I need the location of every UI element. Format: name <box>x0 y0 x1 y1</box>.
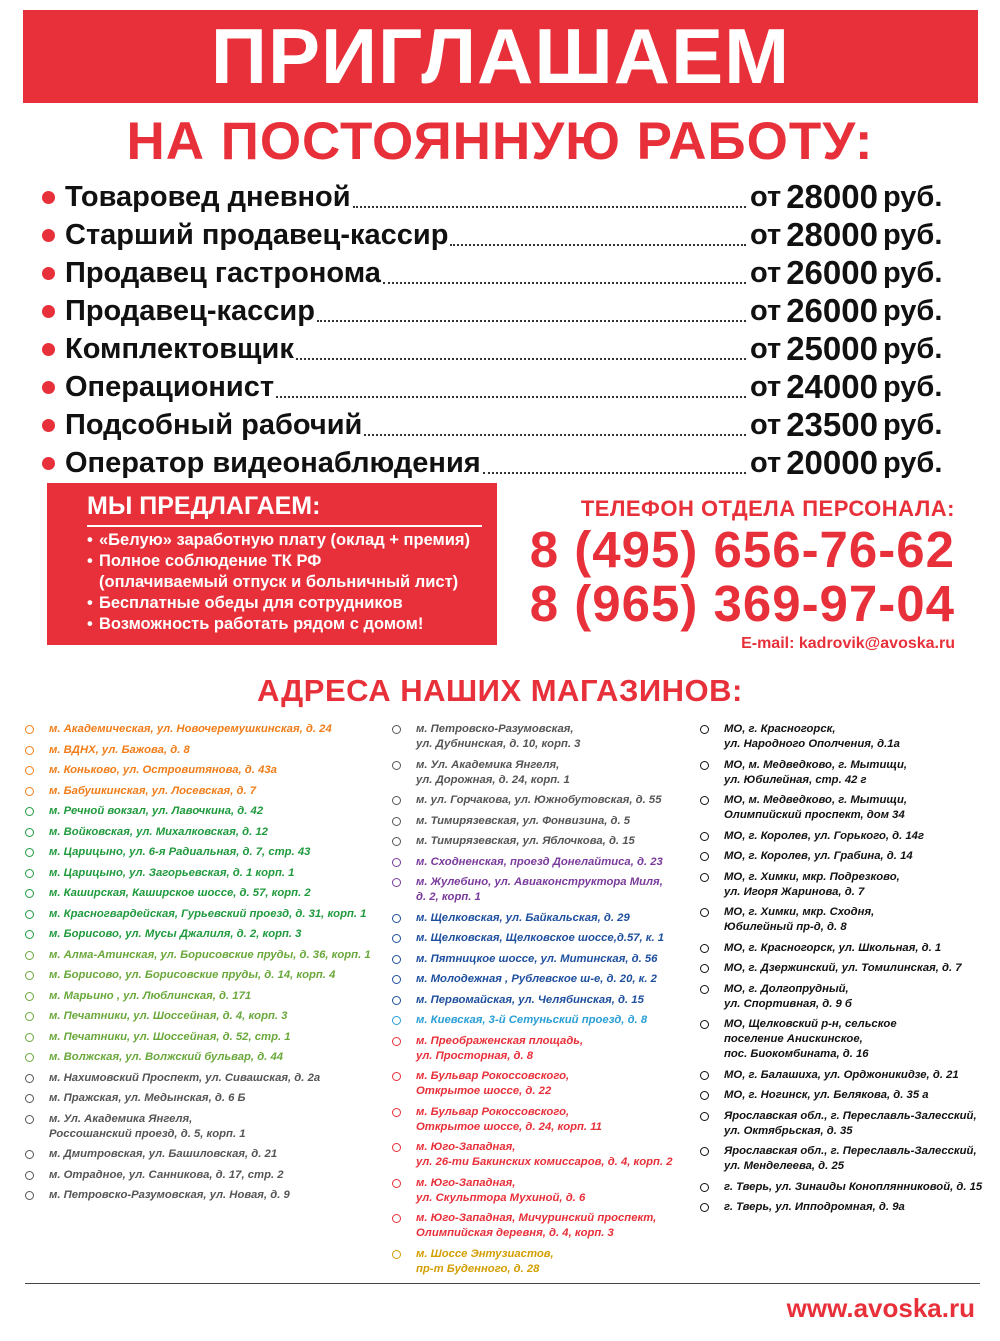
job-row <box>42 442 957 480</box>
job-list <box>42 176 957 480</box>
bullet-icon <box>42 229 55 242</box>
circle-bullet-icon <box>392 1179 401 1188</box>
salary-unit: руб. <box>882 333 943 365</box>
circle-bullet-icon <box>25 1171 34 1180</box>
circle-bullet-icon <box>25 766 34 775</box>
address-column-3 <box>700 722 990 1221</box>
dotted-leader <box>364 434 746 436</box>
address-line: м. Царицыно, ул. 6-я Радиальная, д. 7, стр. 43 <box>49 846 311 858</box>
address-line: МО, г. Химки, мкр. Сходня, <box>724 906 875 918</box>
circle-bullet-icon <box>25 1012 34 1021</box>
store-address <box>25 804 395 819</box>
store-address <box>392 911 702 926</box>
store-address <box>392 758 702 788</box>
address-line: МО, м. Медведково, г. Мытищи, <box>724 758 907 771</box>
address-line: МО, г. Дзержинский, ул. Томилинская, д. 7 <box>724 962 962 974</box>
address-line: м. Печатники, ул. Шоссейная, д. 4, корп. 3 <box>49 1010 288 1022</box>
salary-unit: руб. <box>882 447 943 479</box>
circle-bullet-icon <box>392 858 401 867</box>
address-line: м. Юго-Западная, <box>416 1176 516 1189</box>
store-address <box>392 952 702 967</box>
store-address <box>392 1140 702 1170</box>
job-row <box>42 290 957 328</box>
job-title: Комплектовщик <box>65 333 294 365</box>
circle-bullet-icon <box>392 1143 401 1152</box>
job-salary <box>750 180 957 214</box>
offer-title: МЫ ПРЕДЛАГАЕМ: <box>87 492 321 520</box>
address-line: м. Каширская, Каширское шоссе, д. 57, корп. 2 <box>49 887 311 899</box>
address-line: м. Сходненская, проезд Донелайтиса, д. 23 <box>416 855 663 868</box>
circle-bullet-icon <box>392 837 401 846</box>
bullet-icon <box>42 457 55 470</box>
address-line: м. ул. Горчакова, ул. Южнобутовская, д. 55 <box>416 794 662 806</box>
address-line: Юбилейный пр-д, д. 8 <box>724 921 847 933</box>
address-line: МО, м. Медведково, г. Мытищи, <box>724 794 907 806</box>
circle-bullet-icon <box>700 985 709 994</box>
circle-bullet-icon <box>25 910 34 919</box>
footer-divider <box>25 1283 980 1284</box>
job-salary <box>750 256 957 290</box>
address-line: м. Речной вокзал, ул. Лавочкина, д. 42 <box>49 805 264 817</box>
store-address <box>700 793 990 823</box>
offer-list <box>87 530 497 635</box>
address-line: МО, г. Балашиха, ул. Орджоникидзе, д. 21 <box>724 1068 959 1081</box>
address-line: м. Академическая, ул. Новочеремушкинская, д. 24 <box>49 723 332 735</box>
job-title: Операционист <box>65 371 275 403</box>
circle-bullet-icon <box>700 944 709 953</box>
circle-bullet-icon <box>700 1020 709 1029</box>
offer-item: (оплачиваемый отпуск и больничный лист) <box>99 573 459 591</box>
address-line: м. Бабушкинская, ул. Лосевская, д. 7 <box>49 784 257 797</box>
address-line: ул. Скульптора Мухиной, д. 6 <box>416 1191 586 1204</box>
circle-bullet-icon <box>25 1094 34 1103</box>
address-line: м. Юго-Западная, Мичуринский проспект, <box>416 1212 657 1224</box>
store-address <box>392 1105 702 1135</box>
store-address <box>392 793 702 808</box>
store-address <box>700 1088 990 1103</box>
circle-bullet-icon <box>25 1191 34 1200</box>
circle-bullet-icon <box>25 951 34 960</box>
address-line: м. Царицыно, ул. Загорьевская, д. 1 корп. 1 <box>49 866 295 879</box>
circle-bullet-icon <box>392 914 401 923</box>
circle-bullet-icon <box>700 908 709 917</box>
dotted-leader <box>353 206 746 208</box>
job-title: Продавец-кассир <box>65 295 315 327</box>
store-address <box>25 907 395 922</box>
job-salary <box>750 370 957 404</box>
circle-bullet-icon <box>25 992 34 1001</box>
store-address <box>25 927 395 942</box>
store-address <box>392 931 702 946</box>
job-title: Товаровед дневной <box>65 181 351 213</box>
store-address <box>700 1180 990 1195</box>
store-address <box>392 1034 702 1064</box>
job-salary <box>750 294 957 328</box>
store-address <box>25 1091 395 1106</box>
job-title: Оператор видеонаблюдения <box>65 447 481 479</box>
address-line: ул. Игоря Жаринова, д. 7 <box>724 885 865 898</box>
address-line: МО, г. Долгопрудный, <box>724 982 849 995</box>
offer-divider <box>87 525 482 527</box>
store-address <box>392 722 702 752</box>
page-title: ПРИГЛАШАЕМ <box>210 12 791 100</box>
bullet-icon <box>42 343 55 356</box>
store-address <box>392 993 702 1008</box>
address-line: м. Пражская, ул. Медынская, д. 6 Б <box>49 1092 246 1104</box>
address-line: м. Тимирязевская, ул. Фонвизина, д. 5 <box>416 814 631 827</box>
store-address <box>700 982 990 1012</box>
address-column-2 <box>392 722 702 1282</box>
store-address <box>700 870 990 900</box>
circle-bullet-icon <box>392 1072 401 1081</box>
address-line: Олимпийская деревня, д. 4, корп. 3 <box>416 1227 614 1239</box>
store-address <box>392 1176 702 1206</box>
store-address <box>700 1200 990 1215</box>
store-address <box>25 1030 395 1045</box>
store-address <box>392 875 702 905</box>
salary-amount: 24000 <box>786 368 878 405</box>
address-line: ул. Народного Ополчения, д.1а <box>724 738 900 750</box>
address-line: ул. Менделеева, д. 25 <box>724 1160 845 1172</box>
address-line: м. Ул. Академика Янгеля, <box>416 758 560 771</box>
offer-item: • Полное соблюдение ТК РФ <box>87 552 322 570</box>
address-line: м. Волжская, ул. Волжский бульвар, д. 44 <box>49 1051 284 1063</box>
circle-bullet-icon <box>25 828 34 837</box>
address-line: Ярославская обл., г. Переславль-Залесский, <box>724 1109 977 1122</box>
store-address <box>25 1168 395 1183</box>
address-line: м. Пятницкое шоссе, ул. Митинская, д. 56 <box>416 952 658 965</box>
address-line: м. Марьино , ул. Люблинская, д. 171 <box>49 989 252 1002</box>
offer-item: • Бесплатные обеды для сотрудников <box>87 594 403 612</box>
address-line: м. Щелковская, Щелковское шоссе,д.57, к. 1 <box>416 932 665 944</box>
circle-bullet-icon <box>392 1016 401 1025</box>
bullet-icon <box>42 305 55 318</box>
circle-bullet-icon <box>392 878 401 887</box>
store-address <box>25 825 395 840</box>
job-salary <box>750 218 957 252</box>
salary-prefix: от <box>750 295 782 327</box>
store-address <box>392 834 702 849</box>
address-line: Открытое шоссе, д. 24, корп. 11 <box>416 1120 602 1133</box>
circle-bullet-icon <box>25 889 34 898</box>
store-address <box>700 1017 990 1062</box>
store-address <box>25 784 395 799</box>
salary-amount: 26000 <box>786 292 878 329</box>
salary-prefix: от <box>750 333 782 365</box>
store-address <box>700 941 990 956</box>
circle-bullet-icon <box>700 1112 709 1121</box>
circle-bullet-icon <box>25 807 34 816</box>
circle-bullet-icon <box>700 725 709 734</box>
bullet-icon <box>42 381 55 394</box>
phone-number-2[interactable]: 8 (965) 369-97-04 <box>529 575 955 632</box>
address-line: м. Петровско-Разумовская, <box>416 723 574 735</box>
address-line: м. Шоссе Энтузиастов, <box>416 1247 554 1260</box>
salary-prefix: от <box>750 181 782 213</box>
job-salary <box>750 332 957 366</box>
bullet-icon <box>42 419 55 432</box>
address-line: ул. Просторная, д. 8 <box>416 1049 534 1062</box>
address-line: МО, г. Королев, ул. Горького, д. 14г <box>724 829 924 842</box>
circle-bullet-icon <box>392 1250 401 1259</box>
store-address <box>700 1109 990 1139</box>
circle-bullet-icon <box>392 761 401 770</box>
circle-bullet-icon <box>392 796 401 805</box>
salary-amount: 26000 <box>786 254 878 291</box>
dotted-leader <box>483 472 746 474</box>
store-address <box>700 829 990 844</box>
address-line: МО, г. Ногинск, ул. Белякова, д. 35 а <box>724 1089 929 1101</box>
address-line: поселение Анискинское, <box>724 1033 863 1045</box>
circle-bullet-icon <box>25 787 34 796</box>
email-link[interactable]: E-mail: kadrovik@avoska.ru <box>741 635 955 652</box>
circle-bullet-icon <box>25 869 34 878</box>
circle-bullet-icon <box>392 934 401 943</box>
address-line: МО, г. Химки, мкр. Подрезково, <box>724 870 900 883</box>
address-line: м. Коньково, ул. Островитянова, д. 43а <box>49 764 277 776</box>
circle-bullet-icon <box>700 1071 709 1080</box>
address-line: МО, г. Красногорск, <box>724 723 836 735</box>
address-line: МО, г. Красногорск, ул. Школьная, д. 1 <box>724 941 942 954</box>
store-address <box>25 763 395 778</box>
job-row <box>42 328 957 366</box>
job-title: Подсобный рабочий <box>65 409 363 441</box>
address-line: м. Щелковская, ул. Байкальская, д. 29 <box>416 911 630 924</box>
circle-bullet-icon <box>700 1183 709 1192</box>
address-line: м. Киевская, 3-й Сетуньский проезд, д. 8 <box>416 1014 648 1026</box>
circle-bullet-icon <box>392 1037 401 1046</box>
address-line: м. Тимирязевская, ул. Яблочкова, д. 15 <box>416 835 635 847</box>
circle-bullet-icon <box>25 1033 34 1042</box>
store-address <box>25 1071 395 1086</box>
address-line: Открытое шоссе, д. 22 <box>416 1085 552 1097</box>
address-line: м. Алма-Атинская, ул. Борисовские пруды, д. 36, корп. 1 <box>49 948 371 961</box>
address-line: м. Преображенская площадь, <box>416 1034 584 1047</box>
circle-bullet-icon <box>25 746 34 755</box>
circle-bullet-icon <box>392 1108 401 1117</box>
job-row <box>42 214 957 252</box>
store-address <box>25 1147 395 1162</box>
circle-bullet-icon <box>700 761 709 770</box>
circle-bullet-icon <box>25 1150 34 1159</box>
store-address <box>25 886 395 901</box>
store-address <box>700 722 990 752</box>
store-address <box>392 972 702 987</box>
circle-bullet-icon <box>25 1053 34 1062</box>
salary-unit: руб. <box>882 409 943 441</box>
salary-amount: 20000 <box>786 444 878 481</box>
store-address <box>25 989 395 1004</box>
circle-bullet-icon <box>700 1147 709 1156</box>
offer-item: • «Белую» заработную плату (оклад + премия) <box>87 531 471 549</box>
job-title: Продавец гастронома <box>65 257 381 289</box>
store-address <box>392 1211 702 1241</box>
store-address <box>25 1112 395 1142</box>
store-address <box>700 758 990 788</box>
store-address <box>25 743 395 758</box>
salary-prefix: от <box>750 219 782 251</box>
address-line: ул. Дубнинская, д. 10, корп. 3 <box>416 738 581 750</box>
address-line: ул. 26-ти Бакинских комиссаров, д. 4, корп. 2 <box>416 1156 673 1168</box>
store-address <box>25 1009 395 1024</box>
address-line: МО, г. Королев, ул. Грабина, д. 14 <box>724 850 913 862</box>
website-link[interactable]: www.avoska.ru <box>786 1293 975 1323</box>
store-address <box>25 722 395 737</box>
salary-unit: руб. <box>882 219 943 251</box>
store-address <box>25 866 395 881</box>
store-address <box>700 961 990 976</box>
address-line: м. Отрадное, ул. Санникова, д. 17, стр. 2 <box>49 1168 284 1181</box>
circle-bullet-icon <box>700 964 709 973</box>
page-subtitle: НА ПОСТОЯННУЮ РАБОТУ: <box>126 112 874 171</box>
dotted-leader <box>296 358 746 360</box>
address-line: д. 2, корп. 1 <box>416 891 481 903</box>
dotted-leader <box>276 396 746 398</box>
phone-number-1[interactable]: 8 (495) 656-76-62 <box>529 521 955 578</box>
salary-amount: 25000 <box>786 330 878 367</box>
store-address <box>392 814 702 829</box>
circle-bullet-icon <box>700 1203 709 1212</box>
address-line: м. Войковская, ул. Михалковская, д. 12 <box>49 825 268 838</box>
address-line: м. Молодежная , Рублевское ш-е, д. 20, к. 2 <box>416 973 657 985</box>
job-row <box>42 404 957 442</box>
store-address <box>392 1013 702 1028</box>
salary-amount: 28000 <box>786 216 878 253</box>
circle-bullet-icon <box>392 1214 401 1223</box>
address-line: м. Нахимовский Проспект, ул. Сивашская, д. 2а <box>49 1071 321 1084</box>
dotted-leader <box>383 282 746 284</box>
circle-bullet-icon <box>700 832 709 841</box>
store-address <box>25 1188 395 1203</box>
store-address <box>700 1144 990 1174</box>
address-line: м. Дмитровская, ул. Башиловская, д. 21 <box>49 1148 278 1160</box>
circle-bullet-icon <box>25 725 34 734</box>
circle-bullet-icon <box>25 930 34 939</box>
address-line: м. Борисово, ул. Борисовские пруды, д. 14, корп. 4 <box>49 969 336 981</box>
address-line: ул. Дорожная, д. 24, корп. 1 <box>416 773 570 786</box>
address-line: м. Жулебино, ул. Авиаконструктора Миля, <box>416 876 663 888</box>
circle-bullet-icon <box>392 817 401 826</box>
addresses-title: АДРЕСА НАШИХ МАГАЗИНОВ: <box>257 673 743 708</box>
job-salary <box>750 446 957 480</box>
address-line: пр-т Буденного, д. 28 <box>416 1262 540 1275</box>
job-row <box>42 252 957 290</box>
salary-prefix: от <box>750 409 782 441</box>
salary-prefix: от <box>750 447 782 479</box>
address-line: Олимпийский проспект, дом 34 <box>724 809 905 821</box>
circle-bullet-icon <box>25 1115 34 1124</box>
salary-unit: руб. <box>882 257 943 289</box>
address-line: м. Юго-Западная, <box>416 1141 516 1153</box>
address-line: м. Красногвардейская, Гурьевский проезд, д. 31, корп. 1 <box>49 907 367 920</box>
store-address <box>25 1050 395 1065</box>
circle-bullet-icon <box>25 1074 34 1083</box>
address-line: м. Печатники, ул. Шоссейная, д. 52, стр. 1 <box>49 1030 291 1043</box>
store-address <box>700 1068 990 1083</box>
circle-bullet-icon <box>25 848 34 857</box>
circle-bullet-icon <box>700 852 709 861</box>
address-line: м. Ул. Академика Янгеля, <box>49 1112 193 1125</box>
salary-amount: 23500 <box>786 406 878 443</box>
address-line: ул. Спортивная, д. 9 б <box>724 997 852 1010</box>
address-line: м. Петровско-Разумовская, ул. Новая, д. 9 <box>49 1189 290 1201</box>
offer-box <box>47 483 497 645</box>
circle-bullet-icon <box>392 725 401 734</box>
store-address <box>392 855 702 870</box>
address-line: пос. Биокомбината, д. 16 <box>724 1048 869 1060</box>
circle-bullet-icon <box>700 1091 709 1100</box>
job-row <box>42 176 957 214</box>
store-address <box>25 948 395 963</box>
phone-title: ТЕЛЕФОН ОТДЕЛА ПЕРСОНАЛА: <box>580 496 955 521</box>
address-line: м. Бульвар Рокоссовского, <box>416 1070 570 1082</box>
circle-bullet-icon <box>25 971 34 980</box>
bullet-icon <box>42 267 55 280</box>
job-row <box>42 366 957 404</box>
dotted-leader <box>450 244 746 246</box>
store-address <box>700 905 990 935</box>
circle-bullet-icon <box>392 996 401 1005</box>
contacts <box>515 495 955 655</box>
store-address <box>392 1069 702 1099</box>
salary-prefix: от <box>750 371 782 403</box>
dotted-leader <box>317 320 746 322</box>
store-address <box>25 845 395 860</box>
salary-unit: руб. <box>882 295 943 327</box>
job-title: Старший продавец-кассир <box>65 219 449 251</box>
circle-bullet-icon <box>700 796 709 805</box>
bullet-icon <box>42 191 55 204</box>
title-banner <box>23 10 978 103</box>
store-address <box>392 1247 702 1277</box>
address-line: м. Бульвар Рокоссовского, <box>416 1105 570 1118</box>
address-line: Россошанский проезд, д. 5, корп. 1 <box>49 1127 246 1140</box>
offer-item: • Возможность работать рядом с домом! <box>87 615 424 633</box>
address-line: МО, Щелковский р-н, сельское <box>724 1018 897 1030</box>
salary-unit: руб. <box>882 181 943 213</box>
salary-unit: руб. <box>882 371 943 403</box>
store-address <box>700 849 990 864</box>
address-line: м. Первомайская, ул. Челябинская, д. 15 <box>416 993 644 1006</box>
address-line: ул. Октябрьская, д. 35 <box>724 1124 853 1137</box>
salary-amount: 28000 <box>786 178 878 215</box>
circle-bullet-icon <box>392 955 401 964</box>
address-column-1 <box>25 722 395 1209</box>
circle-bullet-icon <box>700 873 709 882</box>
address-line: м. ВДНХ, ул. Бажова, д. 8 <box>49 743 190 756</box>
circle-bullet-icon <box>392 975 401 984</box>
address-line: ул. Юбилейная, стр. 42 г <box>724 773 867 786</box>
address-line: Ярославская обл., г. Переславль-Залесский, <box>724 1145 977 1157</box>
address-line: м. Борисово, ул. Мусы Джалиля, д. 2, корп. 3 <box>49 928 302 940</box>
salary-prefix: от <box>750 257 782 289</box>
address-line: г. Тверь, ул. Зинаиды Коноплянниковой, д. 15 <box>724 1180 983 1193</box>
job-salary <box>750 408 957 442</box>
address-line: г. Тверь, ул. Ипподромная, д. 9а <box>724 1201 905 1213</box>
store-address <box>25 968 395 983</box>
